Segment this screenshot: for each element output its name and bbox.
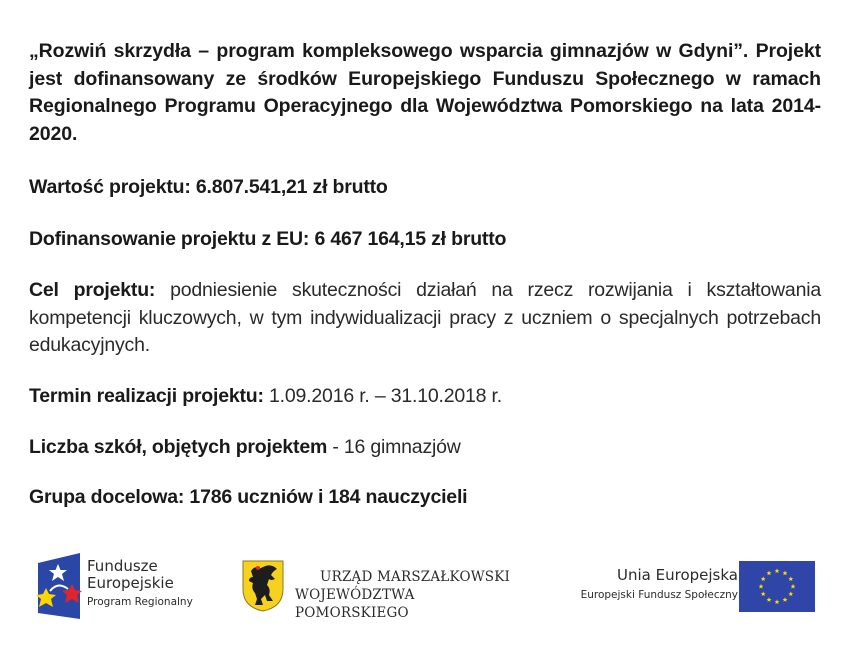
eu-funding [29, 226, 821, 254]
intro-paragraph: „Rozwiń skrzydła – program kompleksowego wsparcia gimnazjów w Gdyni”. Projekt jest dofinansowany ze środków Europejskiego Funduszu Społecznego w ramach Regionalnego Programu Operacyjnego dla Województwa Pomorskiego na lata 2014-2020. [29, 40, 821, 145]
um-line1: URZĄD MARSZAŁKOWSKI [320, 569, 511, 585]
fundusze-europejskie-logo [36, 551, 216, 621]
urzad-marszalkowski-text [295, 568, 531, 622]
project-timeline [29, 383, 821, 411]
project-goal [29, 277, 821, 360]
schools-count-label: Liczba szkół, objętych projektem [29, 436, 328, 458]
urzad-marszalkowski-logo [241, 559, 531, 621]
griffin-coat-of-arms-icon [241, 559, 285, 613]
target-group-text: 1786 uczniów i 184 nauczycieli [184, 486, 468, 508]
target-group [29, 484, 821, 512]
fe-line2: Europejskie [87, 574, 174, 592]
eu-flag-icon [739, 561, 815, 612]
project-timeline-label: Termin realizacji projektu: [29, 385, 264, 407]
project-goal-text: podniesienie skuteczności działań na rzecz rozwijania i kształtowania kompetencji kluczowych, w tym indywidualizacji pracy z uczniem o specjalnych potrzebach edukacyjnych. [29, 279, 821, 356]
ue-title: Unia Europejska [617, 566, 738, 584]
project-value-label: Wartość projektu: [29, 176, 191, 198]
schools-count-text: - 16 gimnazjów [327, 436, 461, 458]
ue-sub: Europejski Fundusz Społeczny [580, 589, 738, 601]
project-timeline-text: 1.09.2016 r. – 31.10.2018 r. [263, 385, 502, 407]
project-value [29, 174, 821, 202]
document-body [29, 38, 821, 148]
fundusze-europejskie-text [87, 558, 193, 608]
fe-line1: Fundusze [87, 557, 158, 575]
project-goal-label: Cel projektu: [29, 279, 156, 301]
schools-count [29, 434, 821, 462]
um-line2: WOJEWÓDZTWA POMORSKIEGO [295, 587, 415, 621]
eu-funding-text: 6 467 164,15 zł brutto [309, 228, 507, 250]
fundusze-europejskie-icon [36, 551, 84, 621]
logo-strip [0, 545, 850, 625]
eu-funding-label: Dofinansowanie projektu z EU: [29, 228, 310, 250]
unia-europejska-logo [560, 559, 820, 614]
unia-europejska-text [581, 566, 738, 601]
target-group-label: Grupa docelowa: [29, 486, 185, 508]
fe-sub: Program Regionalny [87, 596, 193, 608]
project-value-text: 6.807.541,21 zł brutto [190, 176, 388, 198]
